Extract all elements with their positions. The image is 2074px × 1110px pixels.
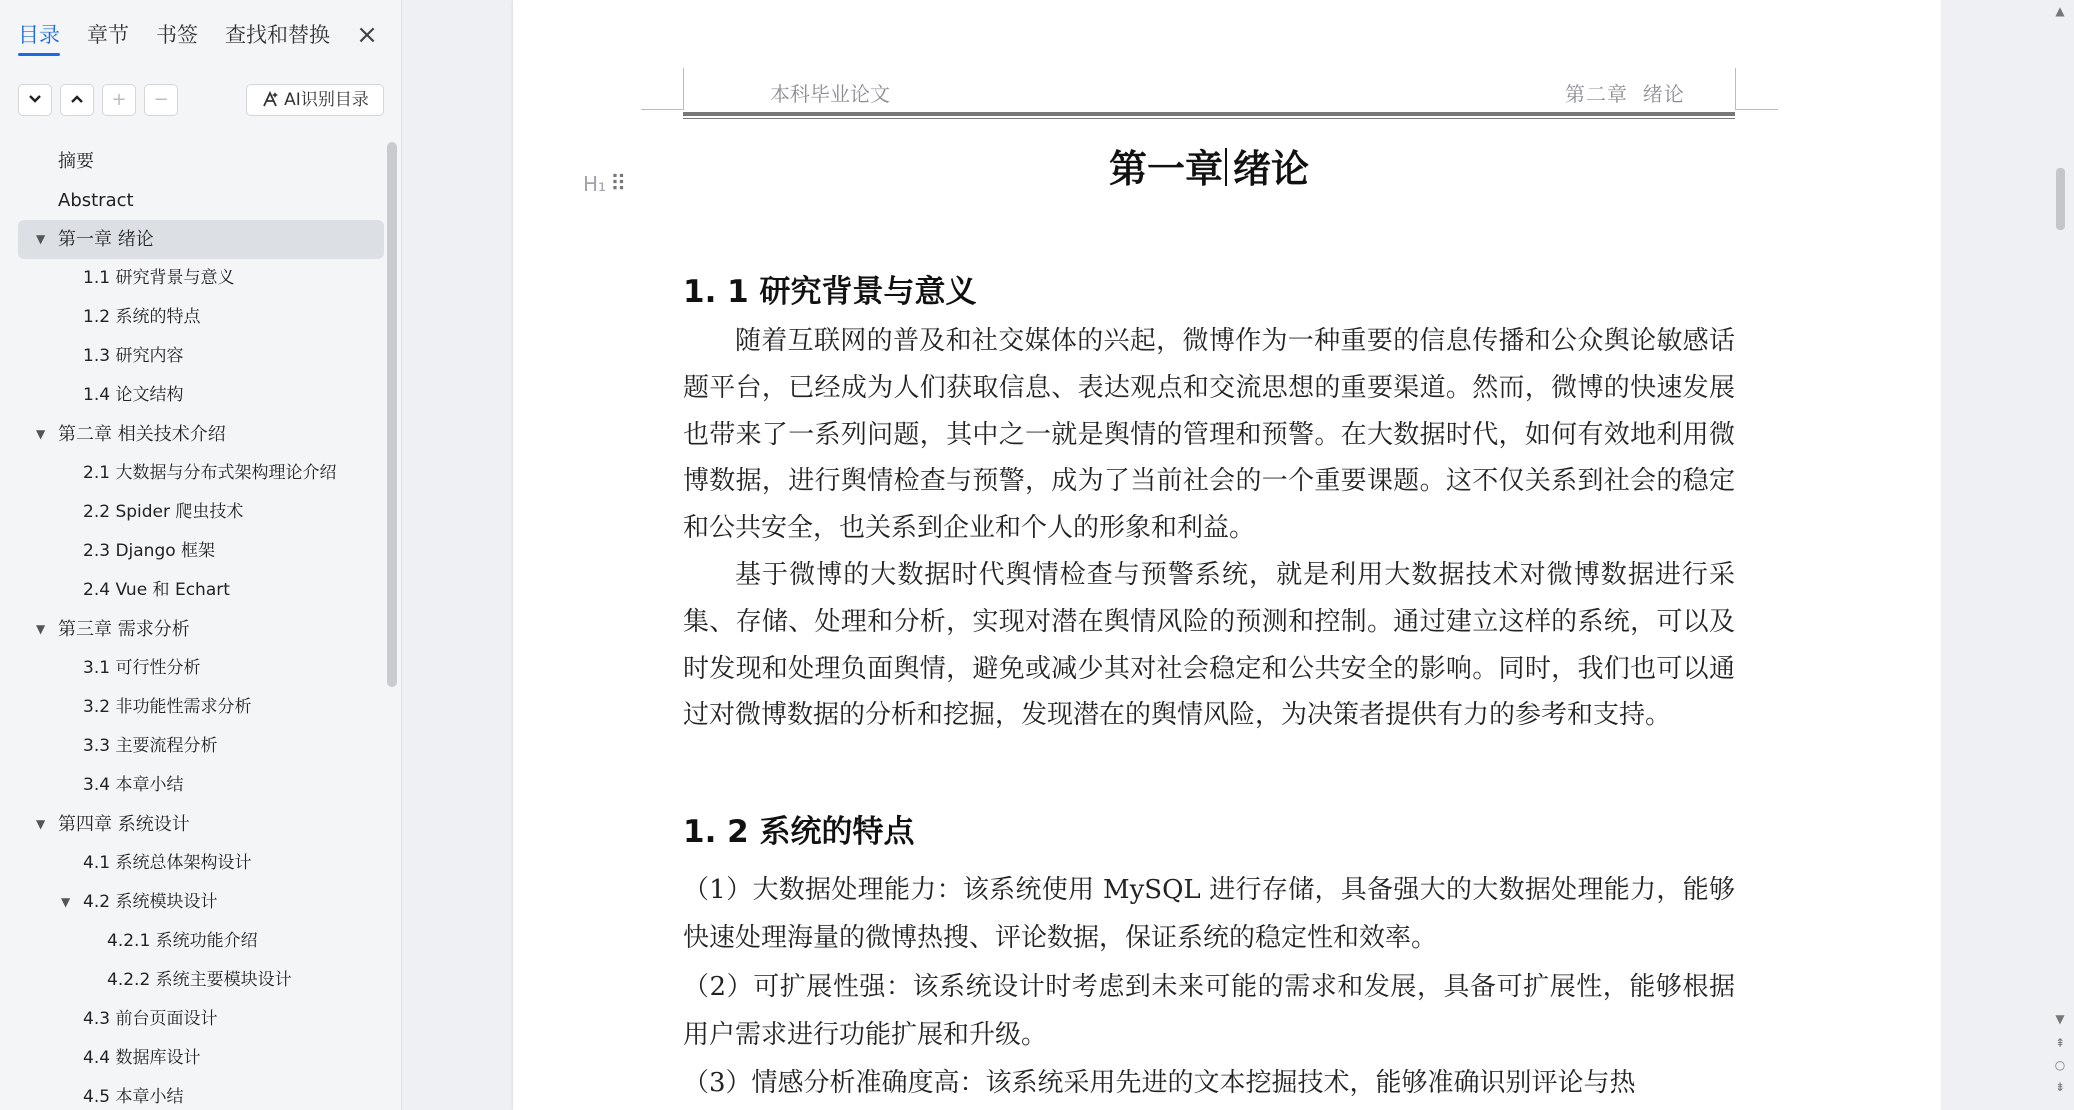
document-page[interactable]	[513, 0, 1941, 1110]
toc-item-label: 3.1 可行性分析	[83, 658, 201, 678]
crop-mark	[683, 68, 684, 110]
body-paragraph[interactable]: 随着互联网的普及和社交媒体的兴起，微博作为一种重要的信息传播和公众舆论敏感话题平台，已经成为人们获取信息、表达观点和交流思想的重要渠道。然而，微博的快速发展也带来了一系列问题，其中之一就是舆情的管理和预警。在大数据时代，如何有效地利用微博数据，进行舆情检查与预警，成为了当前社会的一个重要课题。这不仅关系到社会的稳定和公共安全，也关系到企业和个人的形象和利益。	[683, 326, 1735, 544]
toc-item-label: 3.4 本章小结	[83, 775, 184, 795]
toc-item-label: 4.2.2 系统主要模块设计	[107, 970, 292, 990]
tab-bookmarks[interactable]: 书签	[156, 23, 198, 47]
toc-item-label: 第二章 相关技术介绍	[58, 424, 226, 445]
page-header-right: 第二章 绪论	[1565, 82, 1685, 106]
toc-item-label: 2.1 大数据与分布式架构理论介绍	[83, 463, 337, 483]
toc-item-chapter4[interactable]	[18, 805, 384, 844]
toc-item-label: 3.3 主要流程分析	[83, 736, 218, 756]
toc-item-label: 3.2 非功能性需求分析	[83, 697, 252, 717]
toc-item-1-1[interactable]	[18, 259, 384, 298]
prev-page-icon[interactable]: ⇞	[2054, 1036, 2066, 1050]
toc-item-label: 4.1 系统总体架构设计	[83, 853, 252, 873]
heading-level-handle[interactable]	[583, 172, 624, 197]
ai-magic-icon	[261, 90, 281, 108]
toc-item-label: 1.1 研究背景与意义	[83, 268, 235, 288]
toc-item-label: 4.3 前台页面设计	[83, 1009, 218, 1029]
toc-item-label: 4.2.1 系统功能介绍	[107, 931, 258, 951]
toc-item-4-1[interactable]	[18, 844, 384, 883]
toc-item-3-2[interactable]	[18, 688, 384, 727]
toc-item-2-4[interactable]	[18, 571, 384, 610]
toc-item-label: 2.3 Django 框架	[83, 541, 216, 561]
toc-item-chapter1[interactable]	[18, 220, 384, 259]
toc-item-label: Abstract	[58, 190, 134, 211]
chapter-number: 第一章	[1108, 147, 1223, 191]
toc-item-label: 摘要	[58, 151, 94, 172]
ai-button-label: AI识别目录	[284, 90, 369, 110]
sidebar-tabs	[18, 18, 357, 58]
toc-item-label: 1.3 研究内容	[83, 346, 184, 366]
toc-item-4-2-1[interactable]	[18, 922, 384, 961]
close-icon[interactable]: ×	[356, 20, 378, 50]
remove-heading-button[interactable]: −	[144, 84, 178, 116]
toc-item-2-1[interactable]	[18, 454, 384, 493]
text-cursor	[1225, 148, 1227, 186]
caret-down-icon[interactable]: ▼	[36, 817, 46, 831]
toc-item-label: 1.2 系统的特点	[83, 307, 201, 327]
toc-item-label: 4.4 数据库设计	[83, 1048, 201, 1068]
toc-item-3-1[interactable]	[18, 649, 384, 688]
chapter-title[interactable]	[683, 138, 1735, 193]
caret-down-icon[interactable]: ▼	[36, 232, 46, 246]
chevron-down-icon	[28, 94, 42, 104]
expand-button[interactable]	[18, 84, 52, 116]
toc-item-4-5[interactable]	[18, 1078, 384, 1110]
toc-item-abstract-en[interactable]	[18, 181, 384, 220]
caret-down-icon[interactable]: ▼	[36, 622, 46, 636]
toc-item-chapter2[interactable]	[18, 415, 384, 454]
sidebar-scrollbar[interactable]	[387, 142, 397, 687]
section-heading-1-1[interactable]: 1. 1 研究背景与意义	[683, 274, 977, 310]
list-paragraph[interactable]: （1）大数据处理能力：该系统使用 MySQL 进行存储，具备强大的大数据处理能力，能够快速处理海量的微博热搜、评论数据，保证系统的稳定性和效率。	[683, 875, 1735, 953]
scroll-up-icon[interactable]: ▲	[2055, 4, 2065, 18]
chapter-name: 绪论	[1233, 147, 1310, 191]
toc-item-abstract-cn[interactable]	[18, 142, 384, 181]
toc-item-label: 4.5 本章小结	[83, 1087, 184, 1107]
toc-item-label: 1.4 论文结构	[83, 385, 184, 405]
right-gutter	[1941, 0, 2074, 1110]
tab-toc[interactable]: 目录	[18, 18, 60, 54]
section-heading-1-2[interactable]: 1. 2 系统的特点	[683, 814, 915, 850]
toc-sidebar	[0, 0, 402, 1110]
toc-item-3-4[interactable]	[18, 766, 384, 805]
toc-item-1-4[interactable]	[18, 376, 384, 415]
toc-item-2-3[interactable]	[18, 532, 384, 571]
ai-recognize-toc-button[interactable]	[246, 84, 384, 116]
drag-handle-icon[interactable]: ⠿	[610, 172, 625, 197]
list-paragraph[interactable]: （3）情感分析准确度高：该系统采用先进的文本挖掘技术，能够准确识别评论与热	[683, 1068, 1636, 1098]
toc-item-label: 2.4 Vue 和 Echart	[83, 580, 230, 600]
tab-find-replace[interactable]: 查找和替换	[225, 23, 330, 47]
crop-mark	[1736, 109, 1778, 110]
toc-list	[18, 142, 384, 1110]
toc-item-label: 第一章 绪论	[58, 229, 154, 250]
select-browse-object-icon[interactable]: ○	[2054, 1058, 2066, 1072]
body-paragraph[interactable]: 基于微博的大数据时代舆情检查与预警系统，就是利用大数据技术对微博数据进行采集、存储、处理和分析，实现对潜在舆情风险的预测和控制。通过建立这样的系统，可以及时发现和处理负面舆情，避免或减少其对社会稳定和公共安全的影响。同时，我们也可以通过对微博数据的分析和挖掘，发现潜在的舆情风险，为决策者提供有力的参考和支持。	[683, 560, 1735, 731]
caret-down-icon[interactable]: ▼	[36, 427, 46, 441]
toc-item-chapter3[interactable]	[18, 610, 384, 649]
add-heading-button[interactable]: +	[102, 84, 136, 116]
toc-item-1-2[interactable]	[18, 298, 384, 337]
toc-item-1-3[interactable]	[18, 337, 384, 376]
toc-item-4-3[interactable]	[18, 1000, 384, 1039]
toc-item-label: 第三章 需求分析	[58, 619, 190, 640]
header-rule-thin	[683, 118, 1735, 119]
heading-level-label: H₁	[583, 172, 607, 196]
toc-item-4-2[interactable]	[18, 883, 384, 922]
caret-down-icon[interactable]: ▼	[61, 895, 71, 909]
toc-item-2-2[interactable]	[18, 493, 384, 532]
header-rule	[683, 112, 1735, 116]
tab-chapters[interactable]: 章节	[87, 23, 129, 47]
page-header-left: 本科毕业论文	[770, 82, 890, 106]
toc-item-4-4[interactable]	[18, 1039, 384, 1078]
toc-item-label: 4.2 系统模块设计	[83, 892, 218, 912]
toc-item-3-3[interactable]	[18, 727, 384, 766]
chevron-up-icon	[70, 94, 84, 104]
document-scrollbar-thumb[interactable]	[2056, 168, 2065, 230]
list-paragraph[interactable]: （2）可扩展性强：该系统设计时考虑到未来可能的需求和发展，具备可扩展性，能够根据用户需求进行功能扩展和升级。	[683, 972, 1735, 1050]
crop-mark	[641, 109, 683, 110]
toc-item-label: 第四章 系统设计	[58, 814, 190, 835]
toc-item-4-2-2[interactable]	[18, 961, 384, 1000]
toc-item-label: 2.2 Spider 爬虫技术	[83, 502, 244, 522]
crop-mark	[1735, 68, 1736, 110]
next-page-icon[interactable]: ⇟	[2054, 1080, 2066, 1094]
scroll-down-icon[interactable]: ▼	[2055, 1012, 2065, 1026]
collapse-button[interactable]	[60, 84, 94, 116]
